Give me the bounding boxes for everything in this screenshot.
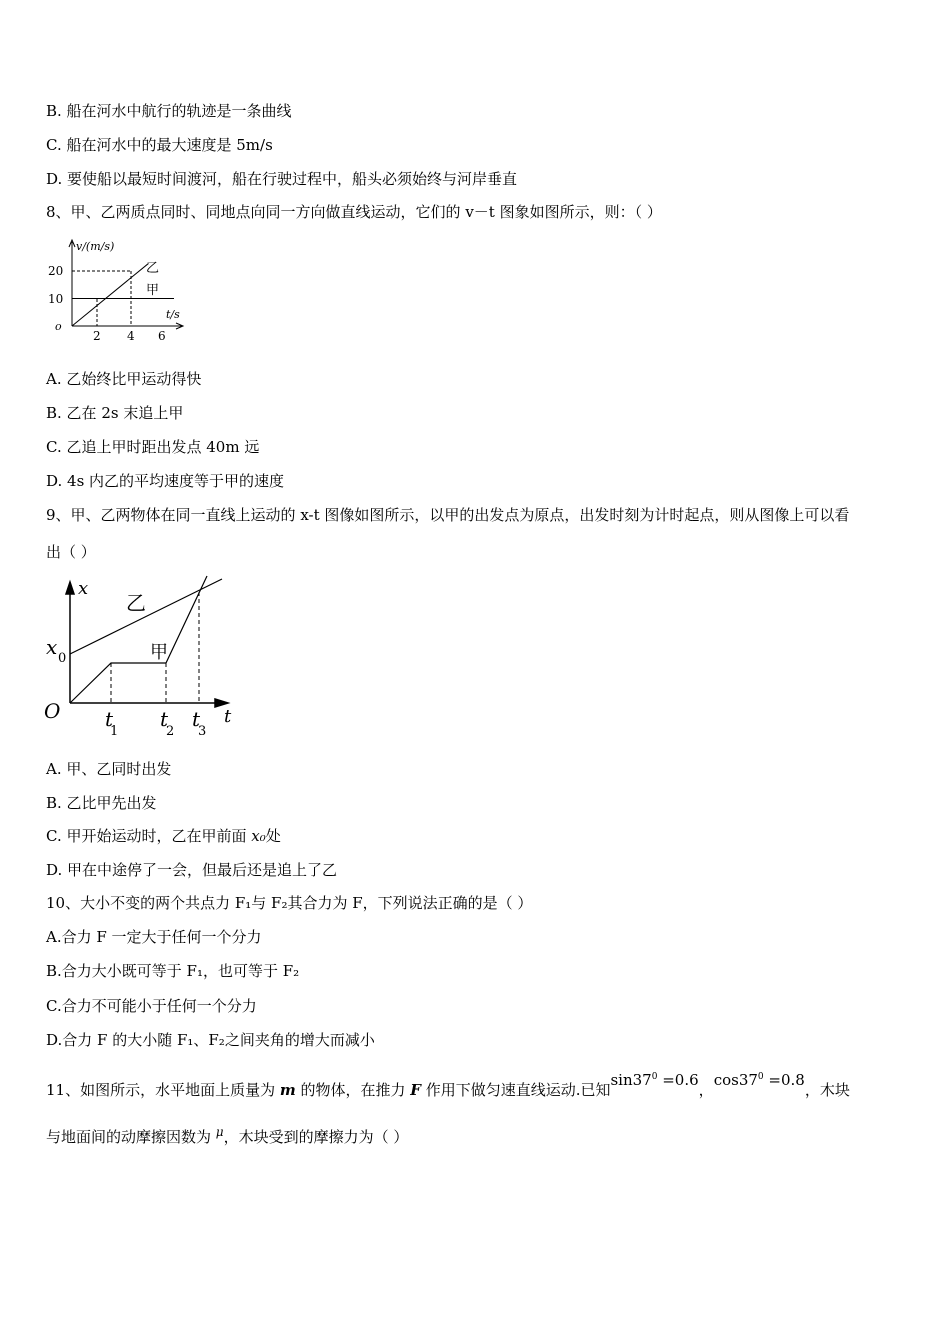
q8-y-tick-20: 20 xyxy=(48,264,64,278)
q10-option-b: B.合力大小既可等于 F₁，也可等于 F₂ xyxy=(46,962,300,980)
q9-stem-line1: 9、甲、乙两物体在同一直线上运动的 x-t 图像如图所示，以甲的出发点为原点，出发时刻为计时起点，则从图像上可以看 xyxy=(46,506,850,524)
q9-origin-label: O xyxy=(44,699,61,723)
q8-series-yi-label: 乙 xyxy=(146,261,160,276)
q9-series-jia-label: 甲 xyxy=(150,642,168,663)
q8-option-c: C. 乙追上甲时距出发点 40m 远 xyxy=(46,438,260,456)
q7-option-b: B. 船在河水中航行的轨迹是一条曲线 xyxy=(46,102,292,120)
q11-stem-line1: 11、如图所示，水平地面上质量为 m 的物体，在推力 F 作用下做匀速直线运动.已知$\sin 37^0 =0.6$，$\cos 37^0 =0.8$，木块 xyxy=(46,1071,850,1099)
q8-x-tick-4: 4 xyxy=(127,329,135,343)
q9-option-b: B. 乙比甲先出发 xyxy=(46,794,157,812)
q8-x-tick-6: 6 xyxy=(158,329,166,343)
q8-y-axis-label: v/(m/s) xyxy=(76,240,115,253)
q9-option-a: A. 甲、乙同时出发 xyxy=(46,760,172,778)
q8-series-yi-line xyxy=(72,263,149,326)
q8-y-tick-10: 10 xyxy=(48,292,64,306)
q8-stem: 8、甲、乙两质点同时、同地点向同一方向做直线运动，它们的 v－t 图象如图所示，则：（ ） xyxy=(46,203,662,221)
q8-x-tick-2: 2 xyxy=(93,329,101,343)
q10-stem: 10、大小不变的两个共点力 F₁与 F₂其合力为 F，下列说法正确的是（ ） xyxy=(46,894,533,912)
q8-origin-label: o xyxy=(55,320,62,333)
q9-x0-label: x xyxy=(46,635,58,659)
q9-t1-label: t xyxy=(105,707,114,731)
q10-option-d: D.合力 F 的大小随 F₁、F₂之间夹角的增大而减小 xyxy=(46,1031,375,1049)
q9-option-d: D. 甲在中途停了一会，但最后还是追上了乙 xyxy=(46,861,338,879)
q8-x-axis-label: t/s xyxy=(166,308,180,321)
q9-t2-subscript: 2 xyxy=(166,724,175,739)
q9-option-c: C. 甲开始运动时，乙在甲前面 x₀处 xyxy=(46,827,281,845)
q8-option-b: B. 乙在 2s 末追上甲 xyxy=(46,404,184,422)
q9-series-yi-label: 乙 xyxy=(126,591,146,615)
q11-stem-line2: 与地面间的动摩擦因数为 $^\mu$，木块受到的摩擦力为（ ） xyxy=(46,1125,409,1146)
q9-x0-subscript: 0 xyxy=(58,651,67,666)
q9-stem-line2: 出（ ） xyxy=(46,543,96,561)
q7-option-d: D. 要使船以最短时间渡河，船在行驶过程中，船头必须始终与河岸垂直 xyxy=(46,170,518,188)
q8-option-a: A. 乙始终比甲运动得快 xyxy=(46,370,202,388)
q8-vt-graph xyxy=(40,232,200,344)
q10-option-a: A.合力 F 一定大于任何一个分力 xyxy=(46,928,262,946)
q9-xt-graph xyxy=(40,572,250,747)
q10-option-c: C.合力不可能小于任何一个分力 xyxy=(46,997,257,1015)
q9-t3-label: t xyxy=(192,707,201,731)
q7-option-c: C. 船在河水中的最大速度是 5m/s xyxy=(46,136,273,154)
q9-x-axis-label: t xyxy=(224,706,232,727)
q8-option-d: D. 4s 内乙的平均速度等于甲的速度 xyxy=(46,472,285,490)
q9-t1-subscript: 1 xyxy=(110,724,119,739)
q9-y-axis-label: x xyxy=(78,578,89,599)
q8-series-jia-label: 甲 xyxy=(146,283,160,298)
q9-t3-subscript: 3 xyxy=(198,724,207,739)
q9-t2-label: t xyxy=(160,707,169,731)
